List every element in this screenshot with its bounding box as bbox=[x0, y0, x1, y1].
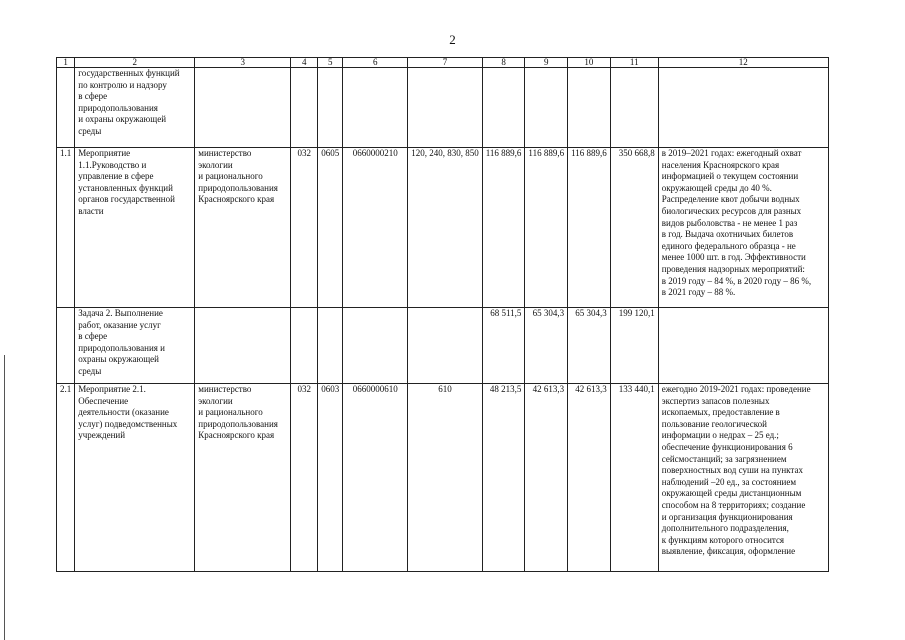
table-row bbox=[57, 308, 829, 384]
row-ministry bbox=[195, 68, 291, 148]
row-2020: 65 304,3 bbox=[525, 308, 568, 384]
row-result bbox=[658, 308, 828, 384]
row-2020: 116 889,6 bbox=[525, 148, 568, 308]
row-grbs: 032 bbox=[291, 384, 318, 572]
row-name: Задача 2. Выполнение работ, оказание услуг в сфере природопользования и охраны окружающей среды bbox=[75, 308, 195, 384]
row-index bbox=[57, 308, 75, 384]
row-csr bbox=[343, 308, 408, 384]
row-2020 bbox=[525, 68, 568, 148]
table-row bbox=[57, 148, 829, 308]
row-2019 bbox=[482, 68, 525, 148]
row-csr: 0660000210 bbox=[343, 148, 408, 308]
row-csr bbox=[343, 68, 408, 148]
row-grbs bbox=[291, 308, 318, 384]
row-vr bbox=[408, 308, 483, 384]
row-result: в 2019–2021 годах: ежегодный охват населения Красноярского края информацией о текущем состоянии окружающей среды до 40 %. Распределение квот добычи водных биологических ресурсов для разных видов рыболовства - не менее 1 раз в год. Выдача охотничьих билетов единого федерального образца - не менее 1000 шт. в год. Эффективности проведения надзорных мероприятий: в 2019 году – 84 %, в 2020 году – 86 %, в 2021 году – 88 %. bbox=[658, 148, 828, 308]
row-2021 bbox=[568, 68, 611, 148]
row-2019: 68 511,5 bbox=[482, 308, 525, 384]
row-result bbox=[658, 68, 828, 148]
row-grbs: 032 bbox=[291, 148, 318, 308]
row-name: государственных функций по контролю и надзору в сфере природопользования и охраны окружающей среды bbox=[75, 68, 195, 148]
row-index bbox=[57, 68, 75, 148]
row-grbs bbox=[291, 68, 318, 148]
table-row bbox=[57, 68, 829, 148]
row-index: 2.1 bbox=[57, 384, 75, 572]
column-number: 12 bbox=[658, 58, 828, 68]
row-rzpr: 0603 bbox=[318, 384, 343, 572]
scan-edge-line bbox=[4, 355, 5, 640]
page-number: 2 bbox=[449, 32, 456, 47]
row-total: 350 668,8 bbox=[610, 148, 658, 308]
column-number: 4 bbox=[291, 58, 318, 68]
row-total: 199 120,1 bbox=[610, 308, 658, 384]
row-2021: 65 304,3 bbox=[568, 308, 611, 384]
row-ministry bbox=[195, 308, 291, 384]
row-result: ежегодно 2019-2021 годах: проведение экспертиз запасов полезных ископаемых, предоставление в пользование геологической информации о недрах – 25 ед.; обеспечение функционирования 6 сейсмостанций; за загрязнением поверхностных вод суши на пунктах наблюдений –20 ед., за состоянием окружающей среды дистанционным способом на 8 территориях; создание и организация функционирования дополнительного подразделения, к функциям которого относится выявление, фиксация, оформление bbox=[658, 384, 828, 572]
row-csr: 0660000610 bbox=[343, 384, 408, 572]
row-name: Мероприятие 2.1. Обеспечение деятельности (оказание услуг) подведомственных учреждений bbox=[75, 384, 195, 572]
row-vr: 610 bbox=[408, 384, 483, 572]
program-table bbox=[56, 57, 829, 572]
row-ministry: министерство экологии и рационального природопользования Красноярского края bbox=[195, 384, 291, 572]
column-number: 2 bbox=[75, 58, 195, 68]
row-rzpr: 0605 bbox=[318, 148, 343, 308]
column-number: 9 bbox=[525, 58, 568, 68]
column-number: 6 bbox=[343, 58, 408, 68]
row-vr bbox=[408, 68, 483, 148]
column-number: 3 bbox=[195, 58, 291, 68]
row-2021: 116 889,6 bbox=[568, 148, 611, 308]
column-number: 11 bbox=[610, 58, 658, 68]
column-number: 10 bbox=[568, 58, 611, 68]
row-2019: 48 213,5 bbox=[482, 384, 525, 572]
row-name: Мероприятие 1.1.Руководство и управление в сфере установленных функций органов государственной власти bbox=[75, 148, 195, 308]
row-vr: 120, 240, 830, 850 bbox=[408, 148, 483, 308]
column-number: 5 bbox=[318, 58, 343, 68]
row-index: 1.1 bbox=[57, 148, 75, 308]
row-total bbox=[610, 68, 658, 148]
row-rzpr bbox=[318, 68, 343, 148]
column-number-row bbox=[57, 58, 829, 68]
row-2021: 42 613,3 bbox=[568, 384, 611, 572]
table-row bbox=[57, 384, 829, 572]
column-number: 8 bbox=[482, 58, 525, 68]
row-ministry: министерство экологии и рационального природопользования Красноярского края bbox=[195, 148, 291, 308]
column-number: 7 bbox=[408, 58, 483, 68]
row-total: 133 440,1 bbox=[610, 384, 658, 572]
row-2020: 42 613,3 bbox=[525, 384, 568, 572]
column-number: 1 bbox=[57, 58, 75, 68]
row-2019: 116 889,6 bbox=[482, 148, 525, 308]
row-rzpr bbox=[318, 308, 343, 384]
